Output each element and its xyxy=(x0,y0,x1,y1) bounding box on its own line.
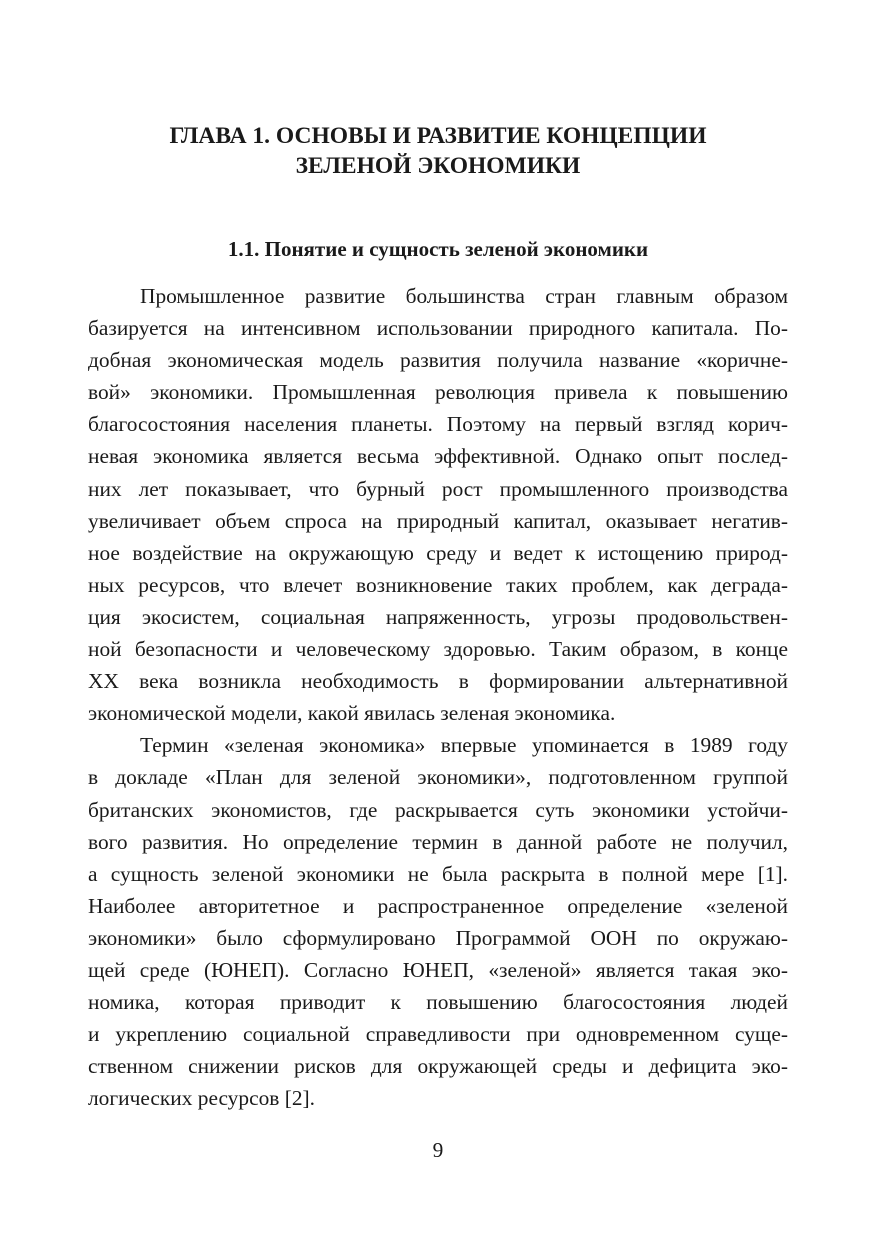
text-line: Наиболее авторитетное и распространенное определение «зеленой xyxy=(88,893,788,918)
chapter-title-line-1: ГЛАВА 1. ОСНОВЫ И РАЗВИТИЕ КОНЦЕПЦИИ xyxy=(169,123,707,149)
paragraph-1 xyxy=(88,280,788,729)
text-line: вого развития. Но определение термин в данной работе не получил, xyxy=(88,829,788,854)
text-line: номика, которая приводит к повышению благосостояния людей xyxy=(88,990,788,1015)
text-line: XX века возникла необходимость в формировании альтернативной xyxy=(88,669,788,694)
text-line: вой» экономики. Промышленная революция привела к повышению xyxy=(88,380,788,405)
text-line: базируется на интенсивном использовании природного капитала. По- xyxy=(88,316,788,341)
text-line: щей среде (ЮНЕП). Согласно ЮНЕП, «зеленой» является такая эко- xyxy=(88,957,788,982)
page-number: 9 xyxy=(432,1138,444,1162)
paragraph-2 xyxy=(88,729,788,1114)
body-text xyxy=(88,280,788,1114)
text-line: Промышленное развитие большинства стран главным образом xyxy=(140,284,788,308)
text-line: в докладе «План для зеленой экономики», подготовленном группой xyxy=(88,765,788,790)
text-line: невая экономика является весьма эффективной. Однако опыт послед- xyxy=(88,444,788,469)
text-line: ной безопасности и человеческому здоровью. Таким образом, в конце xyxy=(88,637,788,662)
text-line: экономической модели, какой явилась зеленая экономика. xyxy=(88,701,616,726)
text-line: ция экосистем, социальная напряженность, угрозы продовольствен- xyxy=(88,604,788,629)
chapter-title-line-2: ЗЕЛЕНОЙ ЭКОНОМИКИ xyxy=(295,153,581,179)
text-line: Термин «зеленая экономика» впервые упоминается в 1989 году xyxy=(140,733,788,758)
text-line: ное воздействие на окружающую среду и ведет к истощению природ- xyxy=(88,540,788,565)
text-line: а сущность зеленой экономики не была раскрыта в полной мере [1]. xyxy=(88,861,788,886)
text-line: и укреплению социальной справедливости при одновременном суще- xyxy=(88,1022,788,1047)
text-line: ственном снижении рисков для окружающей среды и дефицита эко- xyxy=(88,1054,788,1079)
text-line: экономики» было сформулировано Программой ООН по окружаю- xyxy=(88,925,788,950)
text-line: логических ресурсов [2]. xyxy=(88,1086,316,1111)
chapter-title xyxy=(88,121,788,181)
text-line: добная экономическая модель развития получила название «коричне- xyxy=(88,348,788,373)
text-line: британских экономистов, где раскрывается суть экономики устойчи- xyxy=(88,797,788,822)
text-line: увеличивает объем спроса на природный капитал, оказывает негатив- xyxy=(88,508,788,533)
text-line: ных ресурсов, что влечет возникновение таких проблем, как деграда- xyxy=(88,572,788,597)
text-line: них лет показывает, что бурный рост промышленного производства xyxy=(88,476,788,501)
section-title: 1.1. Понятие и сущность зеленой экономики xyxy=(227,237,649,261)
text-line: благосостояния населения планеты. Поэтому на первый взгляд корич- xyxy=(88,412,788,437)
